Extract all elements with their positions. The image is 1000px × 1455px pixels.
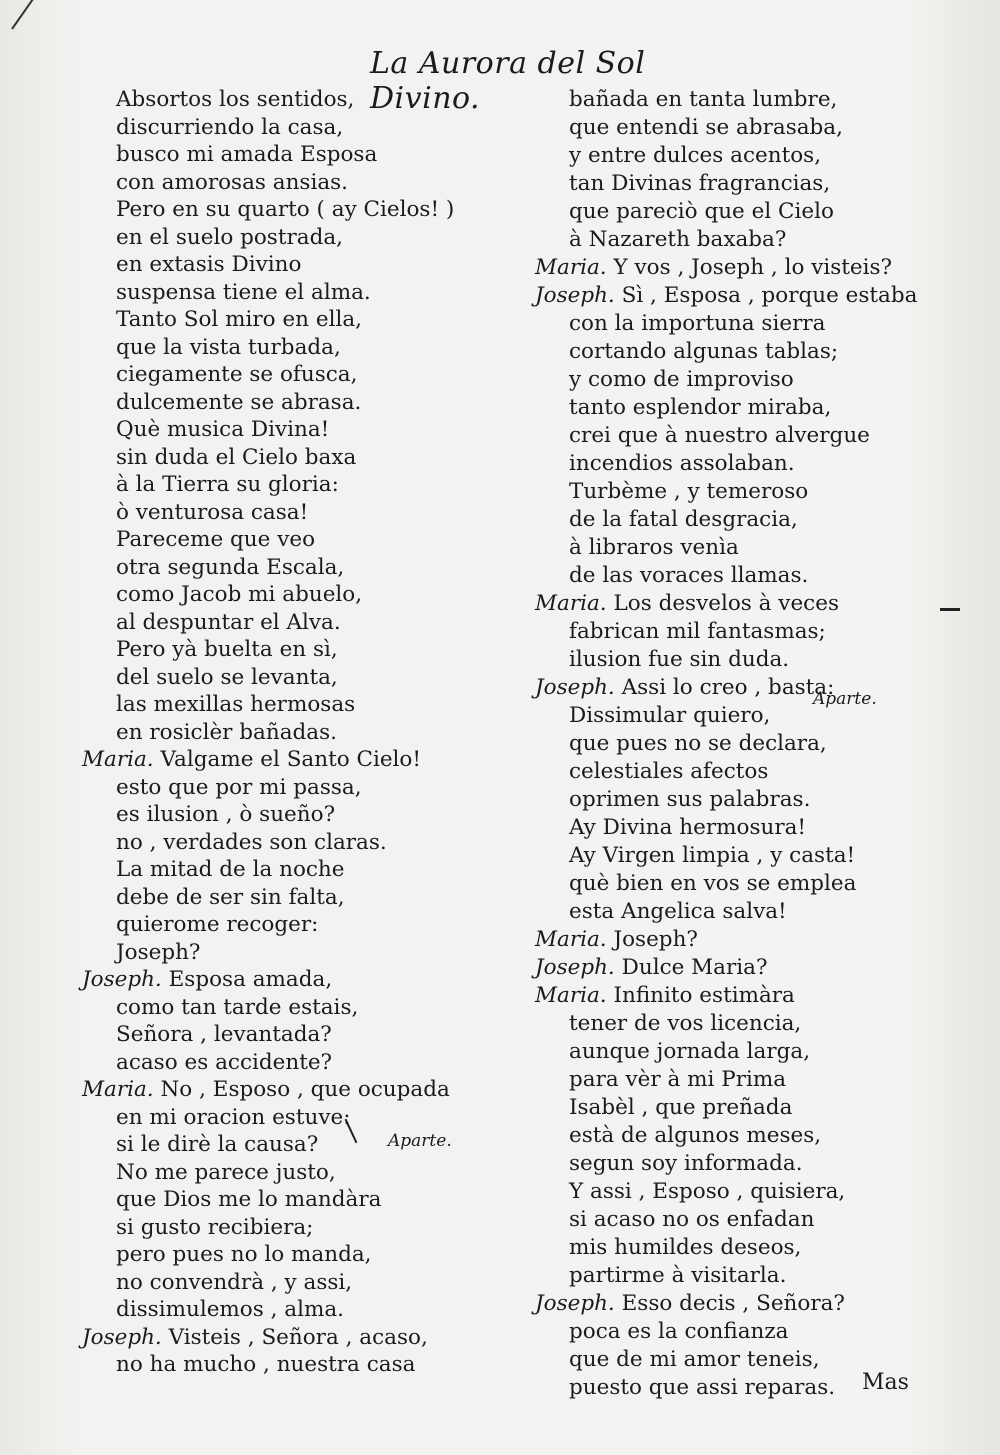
verse-line — [82, 801, 482, 829]
verse-text: Què musica Divina! — [116, 417, 330, 442]
verse-line — [82, 1296, 482, 1324]
verse-line — [82, 499, 482, 527]
speaker-name: Joseph. — [82, 967, 162, 992]
verse-text: en extasis Divino — [116, 252, 302, 277]
verse-line — [535, 310, 935, 338]
verse-line — [82, 636, 482, 664]
verse-text: Isabèl , que preñada — [569, 1095, 793, 1120]
verse-line — [535, 870, 935, 898]
verse-line — [535, 338, 935, 366]
verse-line — [535, 1290, 935, 1318]
verse-line — [535, 1262, 935, 1290]
verse-text: què bien en vos se emplea — [569, 871, 857, 896]
catchword: Mas — [862, 1370, 909, 1395]
verse-line — [82, 581, 482, 609]
verse-line — [82, 251, 482, 279]
verse-line — [535, 1318, 935, 1346]
verse-text: otra segunda Escala, — [116, 554, 345, 580]
speaker-name: Maria. — [535, 983, 607, 1008]
verse-text: no convendrà , y assi, — [116, 1269, 353, 1295]
verse-text: partirme à visitarla. — [569, 1263, 787, 1288]
verse-line — [82, 1324, 482, 1352]
verse-line — [82, 196, 482, 224]
verse-line — [535, 1150, 935, 1178]
verse-text: de las voraces llamas. — [569, 563, 809, 588]
verse-text: Ay Divina hermosura! — [569, 815, 807, 840]
verse-line — [82, 829, 482, 857]
verse-text: Los desvelos à veces — [613, 591, 839, 616]
verse-line — [82, 856, 482, 884]
verse-text: tener de vos licencia, — [569, 1011, 802, 1036]
verse-line — [535, 1122, 935, 1150]
verse-line — [82, 1214, 482, 1242]
verse-text: de la fatal desgracia, — [569, 507, 798, 532]
verse-line — [535, 646, 935, 674]
verse-text: dissimulemos , alma. — [116, 1297, 345, 1322]
verse-text: Assi lo creo , basta: — [621, 675, 835, 700]
verse-line — [535, 562, 935, 590]
verse-line — [82, 774, 482, 802]
verse-text: que la vista turbada, — [116, 334, 341, 360]
verse-line — [535, 1038, 935, 1066]
verse-text: Joseph? — [116, 939, 201, 965]
verse-text: debe de ser sin falta, — [116, 884, 345, 910]
verse-line — [82, 691, 482, 719]
speaker-name: Joseph. — [82, 1324, 162, 1350]
verse-text: fabrican mil fantasmas; — [569, 619, 826, 644]
verse-text: para vèr à mi Prima — [569, 1067, 787, 1092]
speaker-name: Joseph. — [535, 955, 615, 980]
verse-line — [535, 1234, 935, 1262]
verse-text: Absortos los sentidos, — [116, 87, 355, 112]
ink-mark — [940, 608, 960, 611]
verse-text: esta Angelica salva! — [569, 899, 787, 924]
speaker-name: Maria. — [82, 747, 154, 772]
verse-text: Esposa amada, — [168, 967, 333, 992]
verse-text: Ay Virgen limpia , y casta! — [569, 843, 856, 868]
verse-line — [535, 1094, 935, 1122]
verse-text: discurriendo la casa, — [116, 114, 344, 140]
verse-line — [82, 444, 482, 472]
verse-line — [82, 389, 482, 417]
verse-text: No me parece justo, — [116, 1159, 336, 1185]
verse-text: en mi oracion estuve: — [116, 1104, 351, 1130]
verse-line — [535, 394, 935, 422]
verse-line — [82, 884, 482, 912]
verse-line — [82, 746, 482, 774]
verse-text: Pero en su quarto ( ay Cielos! ) — [116, 197, 455, 222]
verse-text: Y vos , Joseph , lo visteis? — [613, 255, 893, 280]
ink-mark — [11, 0, 36, 30]
verse-text: oprimen sus palabras. — [569, 787, 811, 812]
verse-text: esto que por mi passa, — [116, 774, 362, 800]
right-text-column — [535, 86, 935, 1402]
verse-text: mis humildes deseos, — [569, 1235, 802, 1260]
verse-text: Esso decis , Señora? — [621, 1291, 845, 1316]
verse-text: Dulce Maria? — [621, 955, 768, 980]
verse-line — [535, 1206, 935, 1234]
verse-text: del suelo se levanta, — [116, 664, 338, 690]
verse-text: segun soy informada. — [569, 1151, 803, 1176]
verse-line — [535, 590, 935, 618]
verse-text: si le dirè la causa? — [116, 1132, 319, 1157]
verse-line — [82, 939, 482, 967]
verse-text: à la Tierra su gloria: — [116, 472, 339, 497]
verse-line — [535, 1010, 935, 1038]
verse-line — [82, 334, 482, 362]
stage-direction-aside: Aparte. — [813, 689, 877, 709]
verse-text: aunque jornada larga, — [569, 1039, 811, 1064]
verse-line — [82, 1351, 482, 1379]
verse-text: Infinito estimàra — [613, 983, 795, 1008]
verse-line — [82, 1104, 482, 1132]
verse-line — [535, 1066, 935, 1094]
verse-text: Pero yà buelta en sì, — [116, 637, 338, 662]
speaker-name: Joseph. — [535, 283, 615, 308]
speaker-name: Joseph. — [535, 675, 615, 700]
verse-text: Y assi , Esposo , quisiera, — [569, 1179, 846, 1204]
verse-line — [535, 422, 935, 450]
verse-line — [535, 478, 935, 506]
verse-text: es ilusion , ò sueño? — [116, 802, 336, 827]
verse-line — [535, 842, 935, 870]
left-text-column — [82, 86, 482, 1379]
verse-text: dulcemente se abrasa. — [116, 389, 362, 415]
verse-line — [535, 198, 935, 226]
verse-line — [82, 224, 482, 252]
verse-text: que pareciò que el Cielo — [569, 199, 834, 224]
verse-line — [535, 366, 935, 394]
verse-line — [535, 86, 935, 114]
verse-text: sin duda el Cielo baxa — [116, 444, 357, 470]
verse-text: Joseph? — [613, 927, 698, 952]
verse-text: celestiales afectos — [569, 759, 769, 784]
speaker-name: Maria. — [535, 591, 607, 616]
verse-text: Tanto Sol miro en ella, — [116, 307, 362, 332]
verse-line — [82, 526, 482, 554]
verse-text: bañada en tanta lumbre, — [569, 87, 838, 112]
verse-line — [82, 554, 482, 582]
verse-text: como Jacob mi abuelo, — [116, 582, 363, 607]
verse-text: que pues no se declara, — [569, 731, 827, 756]
verse-text: Visteis , Señora , acaso, — [168, 1324, 428, 1350]
verse-line — [82, 279, 482, 307]
verse-line — [535, 1178, 935, 1206]
verse-line — [535, 254, 935, 282]
verse-text: Valgame el Santo Cielo! — [160, 747, 422, 772]
stage-direction-aside: Aparte. — [388, 1131, 452, 1151]
verse-text: ò venturosa casa! — [116, 499, 309, 525]
verse-line — [535, 954, 935, 982]
verse-line — [82, 1021, 482, 1049]
verse-text: cortando algunas tablas; — [569, 339, 839, 364]
speaker-name: Maria. — [535, 927, 607, 952]
verse-text: en rosiclèr bañadas. — [116, 719, 337, 745]
verse-line — [82, 1186, 482, 1214]
verse-line — [82, 416, 482, 444]
verse-text: con la importuna sierra — [569, 311, 826, 336]
verse-text: y entre dulces acentos, — [569, 143, 822, 168]
verse-line — [535, 142, 935, 170]
verse-text: La mitad de la noche — [116, 857, 345, 882]
verse-text: que entendi se abrasaba, — [569, 115, 843, 140]
verse-text: Señora , levantada? — [116, 1022, 332, 1047]
verse-line — [82, 911, 482, 939]
verse-text: à libraros venìa — [569, 535, 739, 560]
verse-text: Pareceme que veo — [116, 527, 316, 552]
verse-line — [535, 450, 935, 478]
verse-text: suspensa tiene el alma. — [116, 279, 371, 305]
verse-line — [535, 170, 935, 198]
verse-text: à Nazareth baxaba? — [569, 227, 787, 252]
speaker-name: Joseph. — [535, 1291, 615, 1316]
verse-text: que Dios me lo mandàra — [116, 1187, 382, 1212]
verse-text: al despuntar el Alva. — [116, 609, 341, 635]
verse-text: tan Divinas fragrancias, — [569, 171, 831, 196]
verse-text: Sì , Esposa , porque estaba — [621, 283, 918, 308]
verse-line — [535, 814, 935, 842]
verse-text: y como de improviso — [569, 367, 794, 392]
verse-line — [82, 966, 482, 994]
speaker-name: Maria. — [82, 1077, 154, 1102]
verse-text: Dissimular quiero, — [569, 703, 771, 728]
verse-line — [535, 226, 935, 254]
verse-text: si gusto recibiera; — [116, 1214, 314, 1240]
verse-text: si acaso no os enfadan — [569, 1207, 815, 1232]
verse-text: crei que à nuestro alvergue — [569, 423, 870, 448]
verse-text: puesto que assi reparas. — [569, 1375, 836, 1400]
verse-line — [82, 1159, 482, 1187]
verse-line — [82, 169, 482, 197]
verse-line — [82, 719, 482, 747]
verse-line — [82, 609, 482, 637]
verse-text: tanto esplendor miraba, — [569, 395, 832, 420]
verse-line — [535, 730, 935, 758]
verse-line — [82, 1269, 482, 1297]
verse-line — [535, 758, 935, 786]
verse-text: que de mi amor teneis, — [569, 1347, 820, 1372]
verse-line — [82, 141, 482, 169]
verse-line — [535, 786, 935, 814]
verse-text: pero pues no lo manda, — [116, 1242, 372, 1267]
verse-text: Turbème , y temeroso — [569, 479, 809, 504]
verse-line — [82, 114, 482, 142]
verse-text: ciegamente se ofusca, — [116, 362, 358, 387]
verse-line — [82, 306, 482, 334]
verse-text: ilusion fue sin duda. — [569, 647, 790, 672]
verse-line — [535, 114, 935, 142]
verse-line — [535, 898, 935, 926]
verse-line — [82, 471, 482, 499]
verse-line — [535, 282, 935, 310]
verse-text: busco mi amada Esposa — [116, 142, 378, 167]
verse-line — [535, 506, 935, 534]
verse-text: poca es la confianza — [569, 1319, 789, 1344]
verse-line — [535, 618, 935, 646]
verse-text: acaso es accidente? — [116, 1049, 333, 1075]
verse-text: en el suelo postrada, — [116, 224, 343, 250]
verse-text: las mexillas hermosas — [116, 692, 356, 717]
verse-text: como tan tarde estais, — [116, 994, 359, 1020]
verse-line — [82, 86, 482, 114]
verse-line — [82, 1076, 482, 1104]
verse-text: No , Esposo , que ocupada — [160, 1077, 450, 1102]
running-header: La Aurora del Sol Divino. — [370, 46, 646, 116]
verse-line — [82, 664, 482, 692]
verse-line — [82, 1049, 482, 1077]
verse-line — [535, 534, 935, 562]
verse-line — [82, 1241, 482, 1269]
verse-text: incendios assolaban. — [569, 451, 795, 476]
verse-text: està de algunos meses, — [569, 1123, 822, 1148]
verse-text: con amorosas ansias. — [116, 169, 349, 195]
verse-text: no ha mucho , nuestra casa — [116, 1352, 416, 1377]
verse-line — [535, 926, 935, 954]
verse-text: no , verdades son claras. — [116, 829, 387, 855]
verse-line — [82, 994, 482, 1022]
verse-line — [535, 982, 935, 1010]
speaker-name: Maria. — [535, 255, 607, 280]
verse-line — [82, 361, 482, 389]
verse-text: quierome recoger: — [116, 912, 319, 937]
